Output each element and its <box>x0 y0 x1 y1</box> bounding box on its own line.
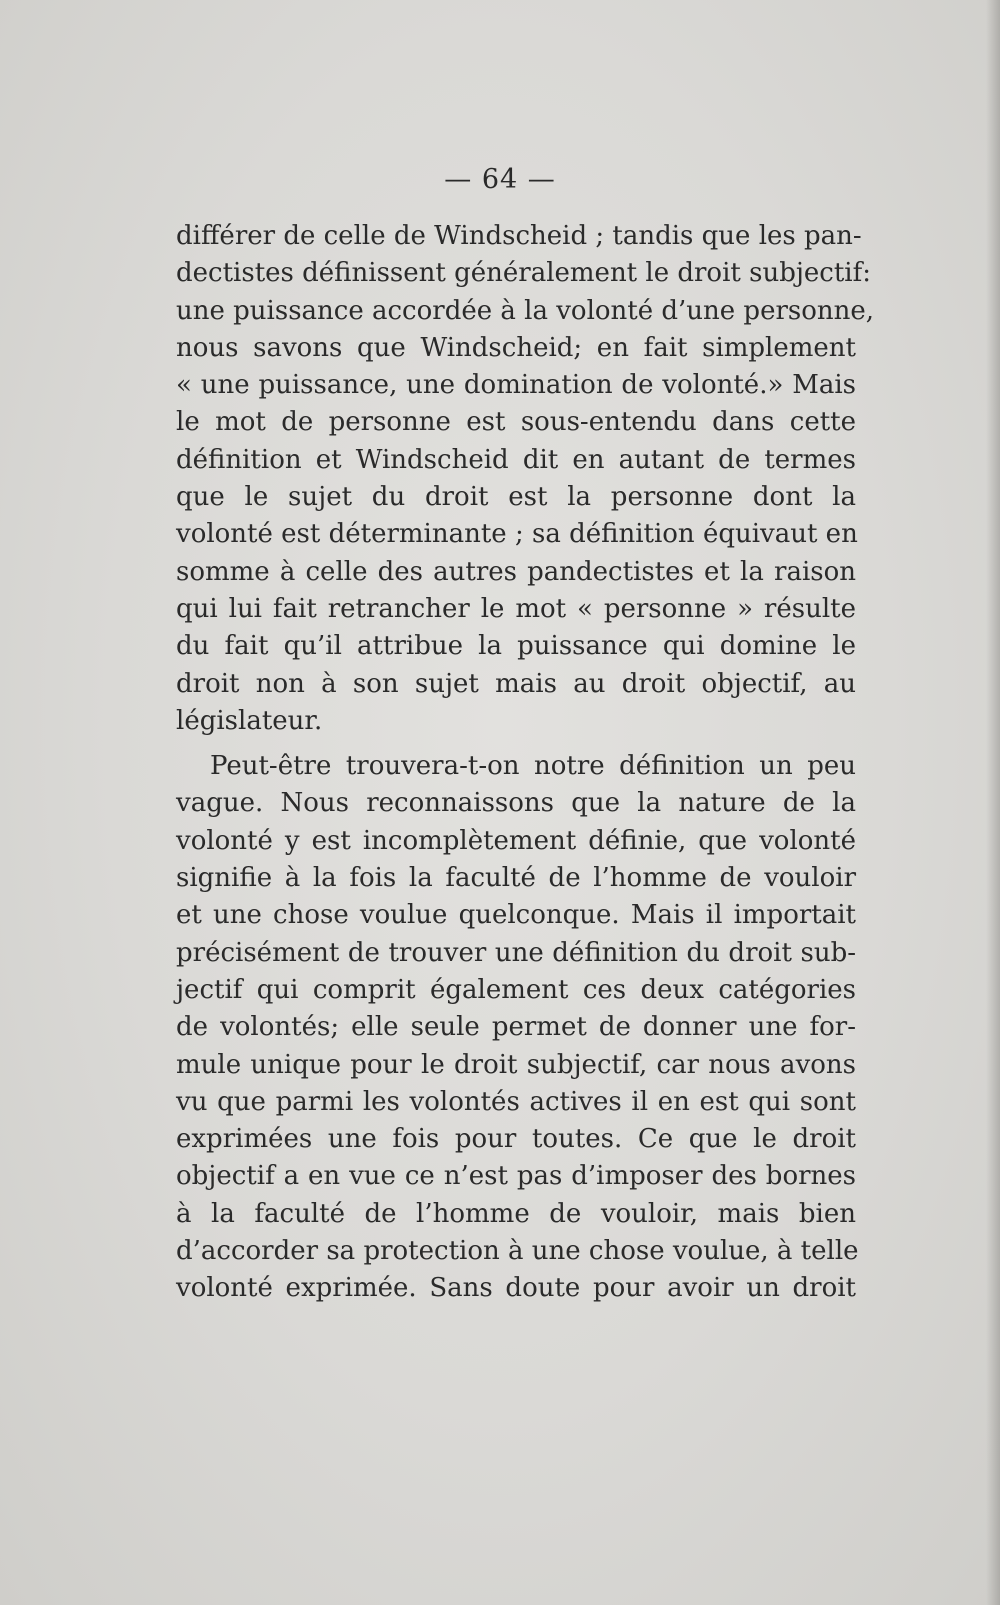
text-line: et une chose voulue quelconque. Mais il importait <box>176 900 856 931</box>
text-line: vu que parmi les volontés actives il en est qui sont <box>176 1086 856 1117</box>
page-edge-shadow <box>986 0 1000 1605</box>
page-number: — 64 — <box>444 164 556 195</box>
text-line: du fait qu’il attribue la puissance qui domine le <box>176 631 856 662</box>
text-line: vague. Nous reconnaissons que la nature de la <box>176 788 856 819</box>
text-line: exprimées une fois pour toutes. Ce que le droit <box>176 1124 856 1155</box>
text-line: jectif qui comprit également ces deux catégories <box>176 974 856 1005</box>
text-line: définition et Windscheid dit en autant de termes <box>176 444 856 475</box>
text-line: dectistes définissent généralement le droit subjectif: <box>176 258 872 289</box>
text-line: volonté y est incomplètement définie, que volonté <box>176 825 856 856</box>
text-line: législateur. <box>176 705 323 736</box>
text-line: volonté exprimée. Sans doute pour avoir un droit <box>176 1273 856 1304</box>
text-line: somme à celle des autres pandectistes et la raison <box>176 556 856 587</box>
text-line: signifie à la fois la faculté de l’homme de vouloir <box>176 863 856 894</box>
text-line: différer de celle de Windscheid ; tandis que les pan- <box>176 221 862 251</box>
text-line: le mot de personne est sous-entendu dans cette <box>176 407 856 438</box>
text-line: qui lui fait retrancher le mot « personne » résulte <box>176 593 856 624</box>
text-line: d’accorder sa protection à une chose voulue, à telle <box>176 1236 859 1267</box>
text-line: de volontés; elle seule permet de donner une for- <box>176 1012 856 1043</box>
text-line: mule unique pour le droit subjectif, car nous avons <box>176 1049 856 1080</box>
paragraph-1 <box>176 218 875 740</box>
text-line: une puissance accordée à la volonté d’une personne, <box>176 295 875 326</box>
text-line: précisément de trouver une définition du droit sub- <box>176 937 856 968</box>
text-line: droit non à son sujet mais au droit objectif, au <box>176 668 856 699</box>
text-line: nous savons que Windscheid; en fait simplement <box>176 332 856 363</box>
text-line: « une puissance, une domination de volonté.» Mais <box>176 370 856 401</box>
text-line: objectif a en vue ce n’est pas d’imposer des bornes <box>176 1161 856 1192</box>
paragraph-2 <box>176 748 859 1307</box>
text-line: volonté est déterminante ; sa définition équivaut en <box>176 519 858 550</box>
body-text <box>176 218 875 1308</box>
text-line: Peut-être trouvera-t-on notre définition un peu <box>210 751 856 782</box>
text-line: que le sujet du droit est la personne dont la <box>176 482 856 513</box>
text-line: à la faculté de l’homme de vouloir, mais bien <box>176 1198 856 1229</box>
